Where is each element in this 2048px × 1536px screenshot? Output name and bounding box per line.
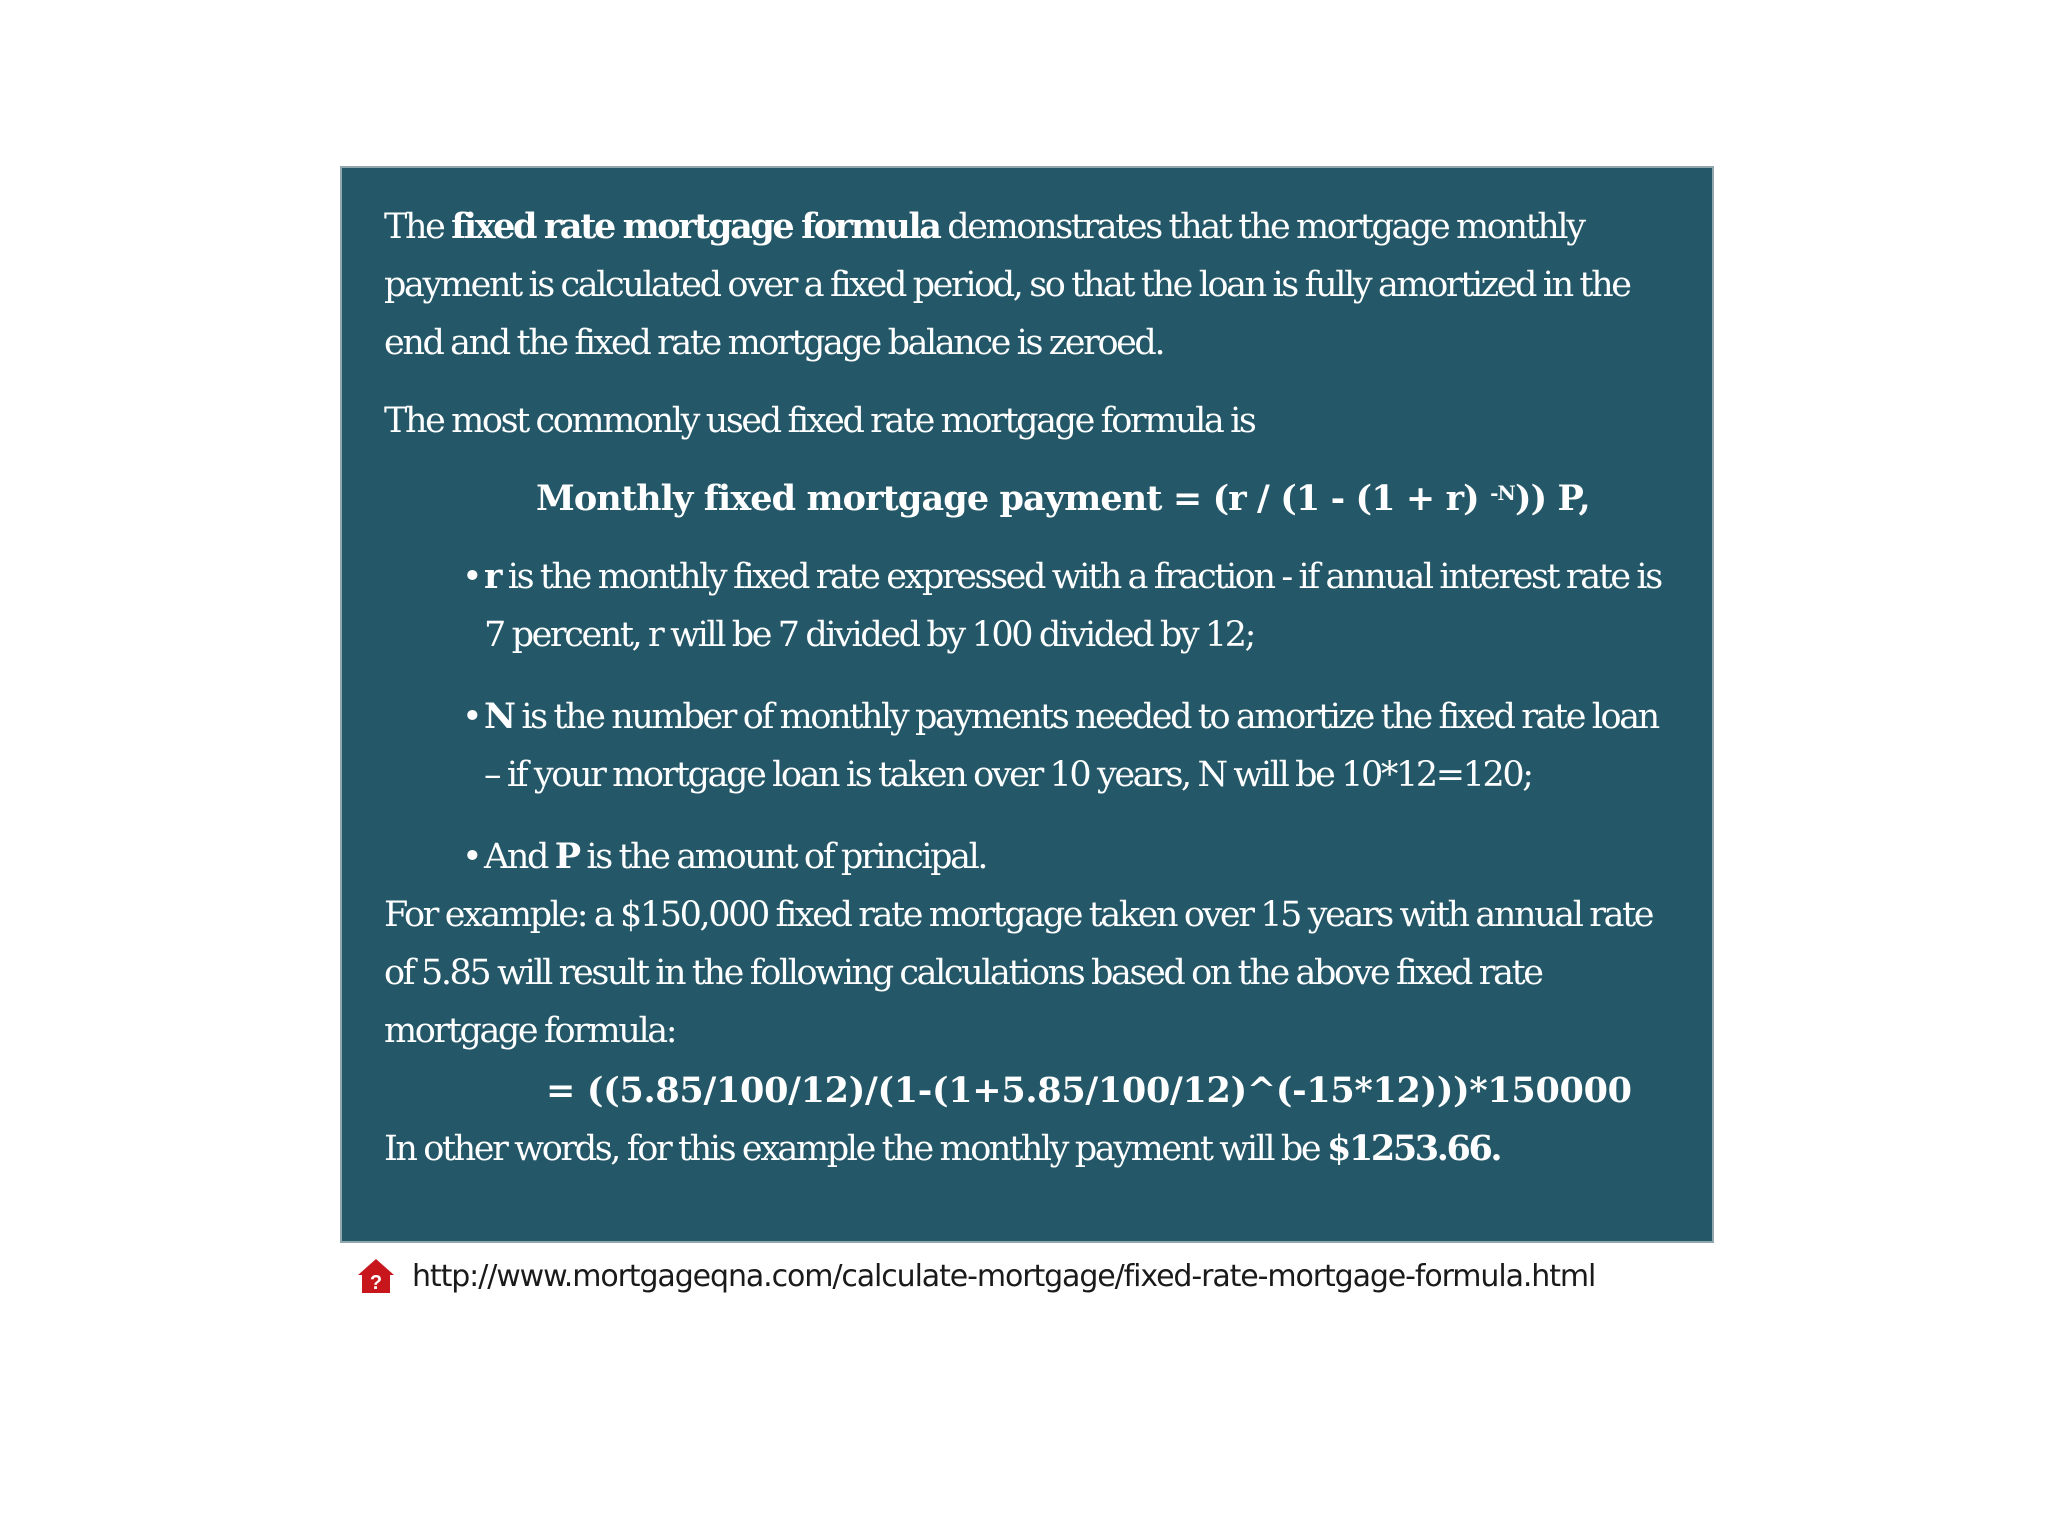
bullet-dot: • — [462, 697, 483, 737]
intro-lead: The — [384, 207, 452, 247]
intro-paragraph — [384, 198, 1672, 372]
formula-tail: )) P, — [1514, 478, 1590, 519]
svg-text:?: ? — [369, 1272, 383, 1294]
bullet-dot: • — [462, 837, 483, 877]
bullet-lead: And — [484, 837, 555, 877]
formula-main: Monthly fixed mortgage payment = (r / (1 - (1 + r) — [536, 478, 1491, 519]
variable-list — [384, 548, 1672, 886]
bullet-dot: • — [462, 557, 483, 597]
bullet-term: N — [484, 696, 514, 737]
formula-exponent: -N — [1490, 481, 1515, 505]
example-paragraph: For example: a $150,000 fixed rate mortgage taken over 15 years with annual rate of 5.85 will result in the following calculations based on the above fixed rate mortgage formula: — [384, 895, 1653, 1051]
bullet-text: is the number of monthly payments needed to amortize the fixed rate loan – if your mortgage loan is taken over 10 years, N will be 10*12=120; — [484, 697, 1658, 795]
conclusion-paragraph — [384, 1120, 1672, 1178]
monthly-payment-value: $1253.66. — [1326, 1128, 1501, 1169]
bullet-term: P — [554, 836, 579, 877]
bullet-text: is the amount of principal. — [578, 837, 987, 877]
bullet-term: r — [484, 556, 501, 597]
source-url-link[interactable]: http://www.mortgageqna.com/calculate-mortgage/fixed-rate-mortgage-formula.html — [412, 1258, 1596, 1294]
intro-rest: demonstrates that the mortgage monthly payment is calculated over a fixed period, so that the loan is fully amortized in the end and the fixed rate mortgage balance is zeroed. — [384, 207, 1630, 363]
payment-formula — [536, 470, 1672, 528]
formula-panel — [340, 166, 1714, 1243]
bullet-text: is the monthly fixed rate expressed with a fraction - if annual interest rate is 7 percent, r will be 7 divided by 100 divided by 12; — [484, 557, 1661, 655]
list-item — [462, 688, 1672, 804]
home-help-icon — [356, 1256, 396, 1296]
list-item — [462, 548, 1672, 664]
example-calculation: = ((5.85/100/12)/(1-(1+5.85/100/12)^(-15*12)))*150000 — [546, 1070, 1632, 1111]
common-formula-intro: The most commonly used fixed rate mortgage formula is — [384, 401, 1255, 441]
source-attribution — [356, 1254, 1595, 1298]
conclusion-lead: In other words, for this example the monthly payment will be — [384, 1129, 1327, 1169]
intro-bold-term: fixed rate mortgage formula — [451, 206, 940, 247]
list-item — [462, 828, 1672, 886]
